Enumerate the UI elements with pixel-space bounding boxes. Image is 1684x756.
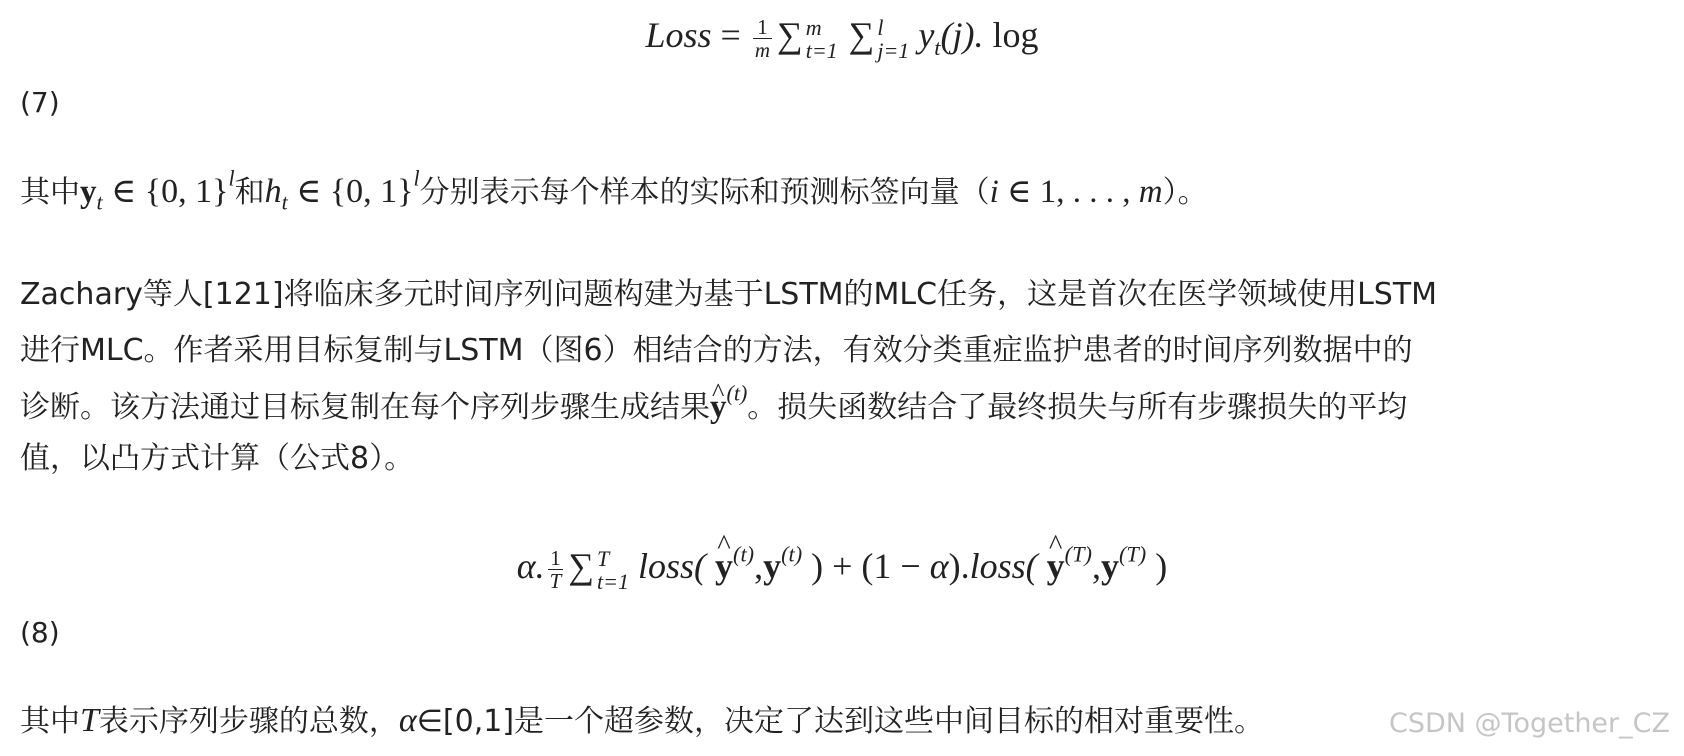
math-subscript: t: [96, 189, 103, 215]
math-y-hat: ^ y: [715, 545, 733, 587]
summation-symbol: ∑: [777, 15, 803, 55]
text: 分别表示每个样本的实际和预测标签向量（: [419, 175, 990, 210]
math-i: i: [989, 174, 999, 210]
paragraph-zachary-line2: 进行MLC。作者采用目标复制与LSTM（图6）相结合的方法，有效分类重症监护患者的时间序列数据中的: [20, 333, 1413, 368]
sum-lower-limit: t=1: [597, 568, 629, 594]
text: 表示序列步骤的总数，: [98, 704, 399, 739]
paragraph-zachary-line4: 值，以凸方式计算（公式8）。: [20, 441, 415, 476]
paragraph-zachary-line3: [20, 378, 1670, 437]
summation-limits: [877, 16, 909, 62]
equation-8: [0, 541, 1684, 594]
equals-sign: =: [720, 15, 741, 55]
summation-symbol: ∑: [848, 15, 875, 55]
math-operator: ).: [948, 546, 970, 586]
math-superscript: (t): [733, 541, 755, 567]
math-h: h: [264, 173, 282, 210]
fraction-numerator: 1: [550, 546, 561, 571]
math-y: y: [1100, 546, 1119, 586]
equation-7: [0, 14, 1684, 62]
math-y-hat: ^ y: [710, 378, 727, 436]
sum-lower-limit: j=1: [877, 37, 910, 63]
paragraph-zachary-line1: Zachary等人[121]将临床多元时间序列问题构建为基于LSTM的MLC任务，这是首次在医学领域使用LSTM: [20, 277, 1438, 312]
alpha-symbol: α: [929, 546, 949, 586]
text: 其中: [20, 704, 80, 739]
math-range: ∈ 1, . . . ,: [998, 174, 1139, 210]
text: 。损失函数结合了最终损失与所有步骤损失的平均: [747, 390, 1408, 425]
math-superscript: (T): [1064, 541, 1092, 567]
fraction: [548, 547, 564, 592]
summation-limits: [806, 16, 838, 62]
math-y: y: [763, 546, 782, 586]
fraction-denominator: T: [549, 569, 562, 594]
text: 其中: [20, 175, 80, 210]
loss-function: loss(: [969, 546, 1038, 586]
sum-upper-limit: m: [805, 14, 822, 40]
math-set: ∈ {0, 1}: [102, 173, 229, 210]
alpha-symbol: α.: [516, 546, 545, 586]
log-function: log: [992, 15, 1039, 55]
text: 和: [234, 175, 265, 210]
fraction: [753, 16, 772, 61]
equation-7-label: (7): [20, 86, 60, 119]
text: ）。: [1162, 175, 1208, 210]
y-argument: (j).: [940, 15, 984, 55]
math-T: T: [80, 702, 99, 739]
comma: ,: [1091, 546, 1101, 586]
comma: ,: [754, 546, 764, 586]
sum-lower-limit: t=1: [805, 37, 838, 63]
math-y: y: [80, 174, 97, 210]
text: 诊断。该方法通过目标复制在每个序列步骤生成结果: [20, 390, 710, 425]
math-alpha: α: [398, 702, 417, 739]
summation-symbol: ∑: [568, 546, 595, 586]
summation-limits: [597, 547, 629, 593]
math-superscript: l: [228, 165, 235, 191]
sum-upper-limit: l: [877, 14, 884, 40]
sum-upper-limit: T: [597, 545, 610, 571]
equation-8-label: (8): [20, 616, 60, 649]
math-set: ∈ {0, 1}: [287, 173, 414, 210]
watermark: CSDN @Together_CZ: [1389, 708, 1670, 739]
loss-symbol: Loss: [645, 15, 712, 55]
text: ∈[0,1]是一个超参数，决定了达到这些中间目标的相对重要性。: [416, 704, 1265, 739]
math-superscript: (T): [1118, 541, 1147, 567]
math-y-hat: ^ y: [1047, 545, 1065, 587]
loss-function: loss(: [638, 546, 707, 586]
math-m: m: [1138, 174, 1163, 210]
paragraph-label-vectors: [20, 163, 1670, 222]
y-variable: y: [918, 15, 935, 55]
y-subscript: t: [934, 34, 941, 60]
math-operator: ) + (1 −: [802, 546, 930, 586]
fraction-numerator: 1: [757, 15, 768, 40]
math-superscript: (t): [726, 380, 748, 406]
math-superscript: l: [413, 165, 420, 191]
math-superscript: (t): [781, 541, 803, 567]
math-subscript: t: [281, 189, 288, 215]
closing-paren: ): [1146, 546, 1168, 586]
fraction-denominator: m: [754, 38, 771, 63]
